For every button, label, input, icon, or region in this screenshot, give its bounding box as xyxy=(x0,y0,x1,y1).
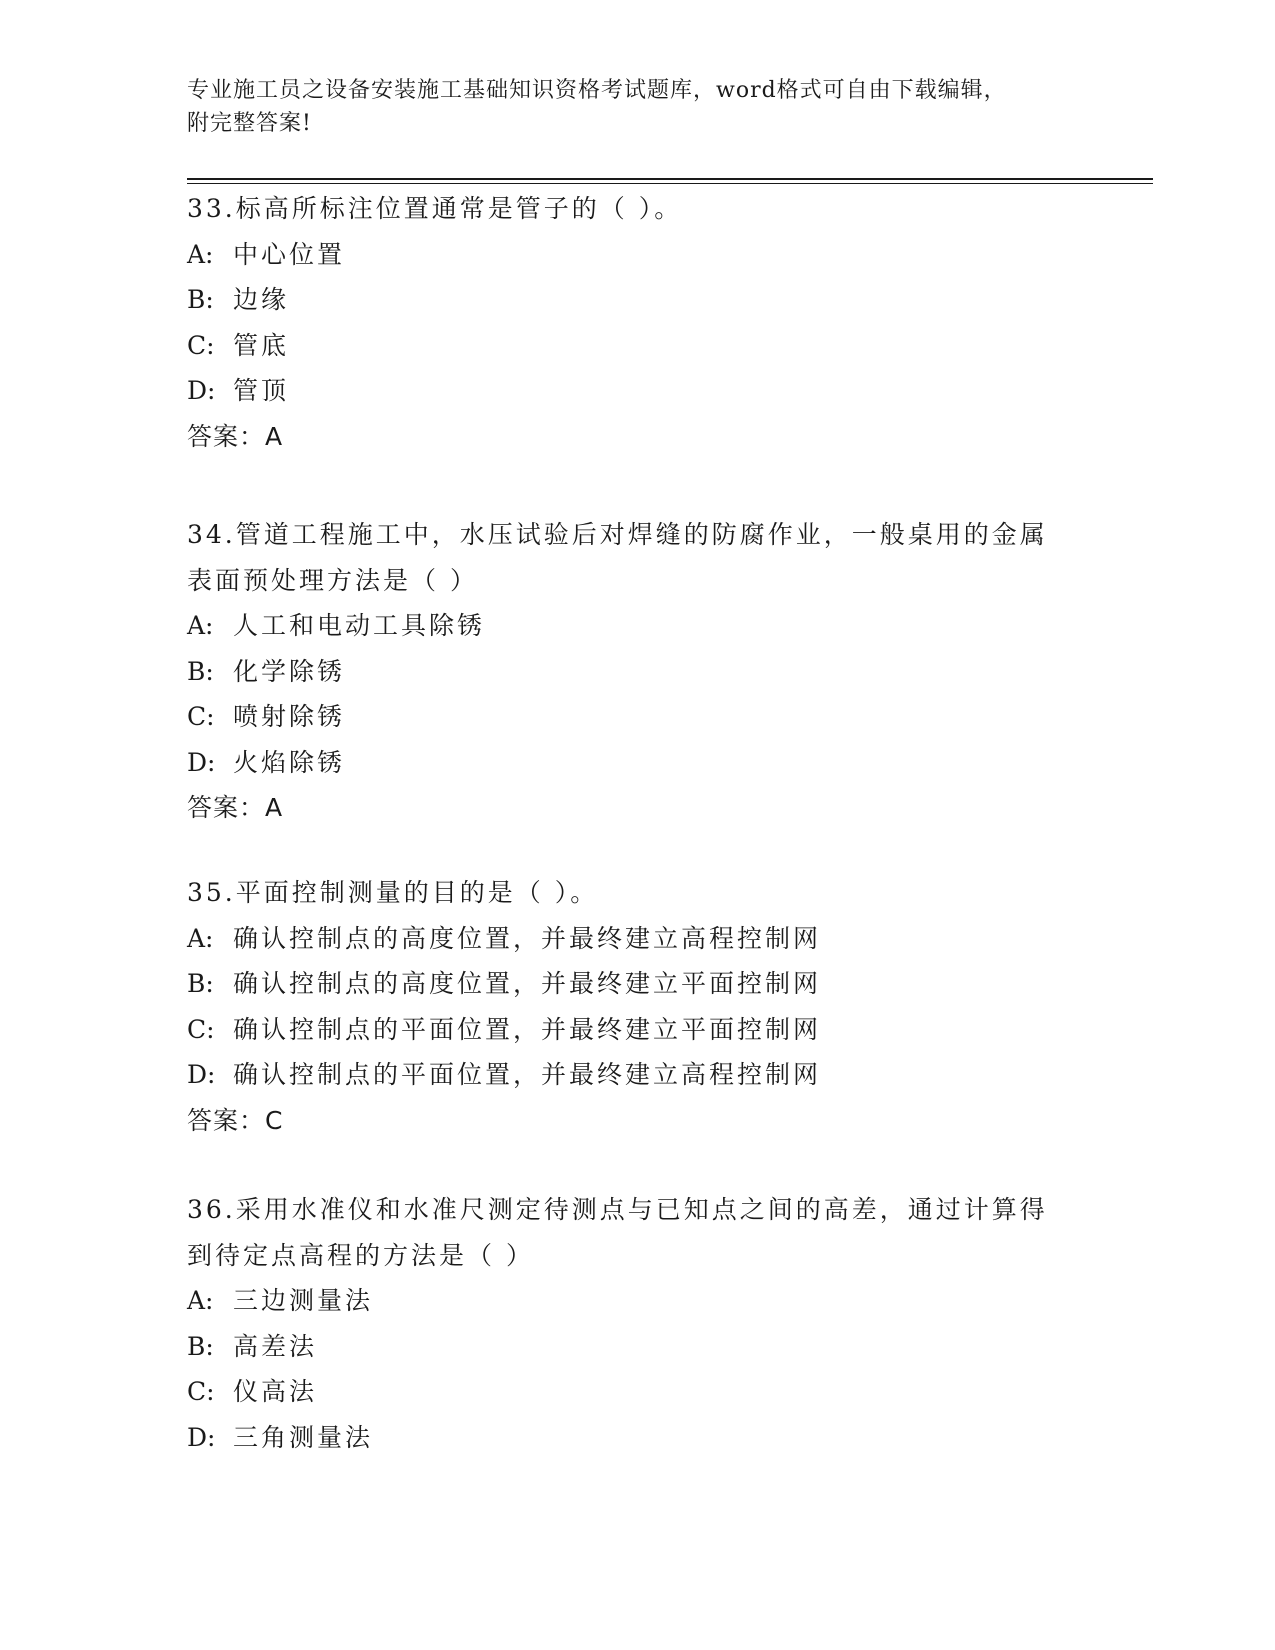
option-text: 喷射除锈 xyxy=(233,702,346,731)
option-c xyxy=(187,1369,1087,1415)
question-33 xyxy=(187,186,1087,459)
question-35 xyxy=(187,870,1087,1143)
option-text: 确认控制点的高度位置，并最终建立平面控制网 xyxy=(233,969,822,998)
question-36 xyxy=(187,1187,1087,1460)
option-text: 高差法 xyxy=(233,1331,318,1361)
option-text: 化学除锈 xyxy=(233,656,346,686)
option-label: A: xyxy=(187,923,214,953)
option-text: 管顶 xyxy=(233,376,290,405)
option-label: D: xyxy=(187,1060,216,1089)
option-label: C: xyxy=(187,1377,215,1406)
option-label: C: xyxy=(187,702,215,731)
header-divider-thick xyxy=(187,178,1153,180)
option-c xyxy=(187,1007,1087,1053)
option-text: 确认控制点的高度位置，并最终建立高程控制网 xyxy=(233,923,822,953)
question-34 xyxy=(187,512,1087,831)
question-stem: 33.标高所标注位置通常是管子的（ ）。 xyxy=(187,194,683,223)
header-line-2: 附完整答案! xyxy=(187,111,312,136)
header-divider-thin xyxy=(187,183,1153,184)
option-label: B: xyxy=(187,285,214,314)
option-text: 人工和电动工具除锈 xyxy=(233,611,486,640)
option-c xyxy=(187,694,1087,740)
answer-line: 答案：C xyxy=(187,1105,284,1135)
option-d xyxy=(187,1052,1087,1098)
option-text: 火焰除锈 xyxy=(233,747,346,777)
option-text: 中心位置 xyxy=(233,239,346,269)
option-label: A: xyxy=(187,611,214,640)
option-text: 管底 xyxy=(233,330,290,360)
option-label: D: xyxy=(187,376,216,405)
option-d xyxy=(187,1415,1087,1461)
option-label: B: xyxy=(187,656,214,686)
option-label: B: xyxy=(187,1331,214,1361)
option-label: C: xyxy=(187,330,215,360)
option-b xyxy=(187,277,1087,323)
option-text: 边缘 xyxy=(233,285,290,314)
option-text: 三边测量法 xyxy=(233,1286,374,1315)
option-d xyxy=(187,740,1087,786)
option-label: A: xyxy=(187,239,214,269)
option-a xyxy=(187,603,1087,649)
question-stem-line-1: 34.管道工程施工中，水压试验后对焊缝的防腐作业，一般桌用的金属 xyxy=(187,520,1048,549)
option-b xyxy=(187,1324,1087,1370)
option-text: 三角测量法 xyxy=(233,1422,374,1452)
option-label: C: xyxy=(187,1014,215,1044)
option-a xyxy=(187,916,1087,962)
question-stem: 35.平面控制测量的目的是（ ）。 xyxy=(187,878,599,907)
question-stem-line-2: 到待定点高程的方法是（ ） xyxy=(187,1240,534,1270)
option-a xyxy=(187,232,1087,278)
option-label: A: xyxy=(187,1286,214,1315)
option-text: 确认控制点的平面位置，并最终建立高程控制网 xyxy=(233,1060,822,1089)
document-header xyxy=(187,74,1067,140)
option-b xyxy=(187,961,1087,1007)
option-d xyxy=(187,368,1087,414)
answer-line: 答案：A xyxy=(187,793,284,822)
option-label: D: xyxy=(187,747,216,777)
question-stem-line-2: 表面预处理方法是（ ） xyxy=(187,565,478,595)
question-stem-line-1: 36.采用水准仪和水准尺测定待测点与已知点之间的高差，通过计算得 xyxy=(187,1195,1048,1224)
option-b xyxy=(187,649,1087,695)
option-text: 确认控制点的平面位置，并最终建立平面控制网 xyxy=(233,1014,822,1044)
option-text: 仪高法 xyxy=(233,1377,318,1406)
option-a xyxy=(187,1278,1087,1324)
answer-line: 答案：A xyxy=(187,421,284,451)
header-line-1: 专业施工员之设备安装施工基础知识资格考试题库，word格式可自由下载编辑， xyxy=(187,78,1007,103)
option-c xyxy=(187,323,1087,369)
option-label: B: xyxy=(187,969,214,998)
option-label: D: xyxy=(187,1422,216,1452)
